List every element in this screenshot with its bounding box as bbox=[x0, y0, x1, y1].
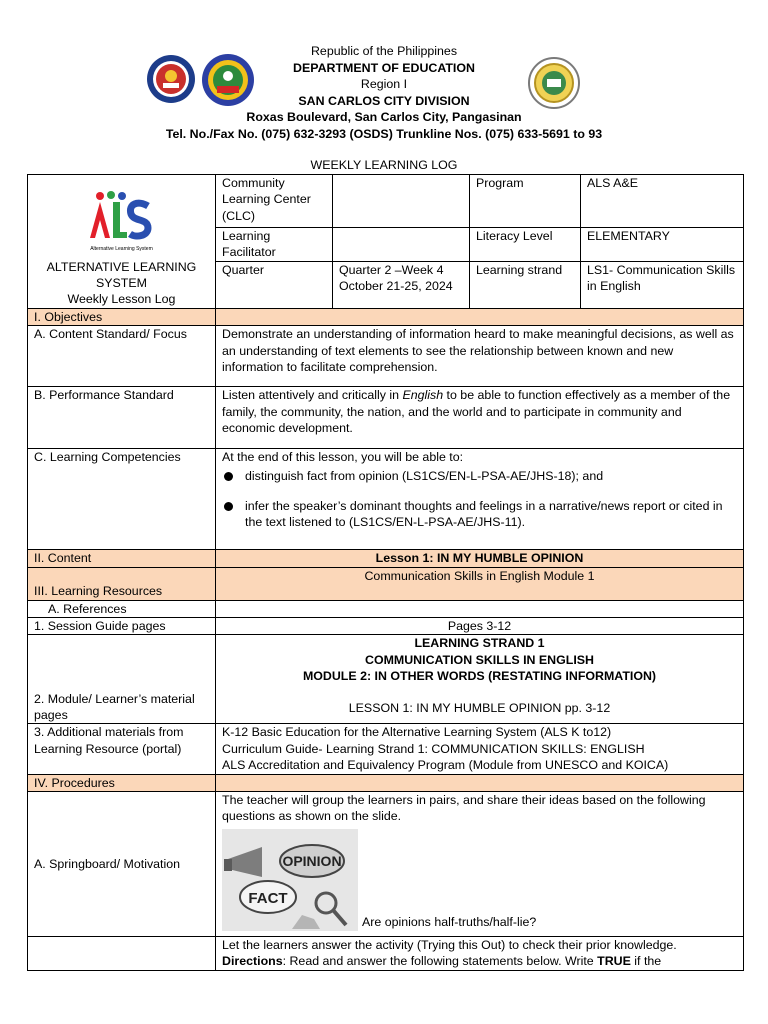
fact-opinion-image bbox=[222, 829, 358, 931]
bullet-icon bbox=[224, 472, 233, 481]
competency-item: infer the speaker’s dominant thoughts and feelings in a narrative/news report or cited in the text listened to (LS1CS/EN-L-PSA-AE/JHS-11). bbox=[222, 498, 737, 531]
address-text: Roxas Boulevard, San Carlos City, Pangasinan bbox=[246, 110, 522, 125]
module-cell: LEARNING STRAND 1 COMMUNICATION SKILLS IN ENGLISH MODULE 2: IN OTHER WORDS (RESTATING INFORMATION) LESSON 1: IN MY HUMBLE OPINION pp. 3-12 bbox=[216, 635, 744, 724]
competencies-label: C. Learning Competencies bbox=[28, 449, 216, 550]
quarter-week: Quarter 2 –Week 4 bbox=[339, 262, 444, 277]
tel-text: Tel. No./Fax No. (075) 632-3293 (OSDS) Trunkline Nos. (075) 633-5691 to 93 bbox=[165, 126, 603, 141]
additional-cell: K-12 Basic Education for the Alternative Learning System (ALS K to12) Curriculum Guide- Learning Strand 1: COMMUNICATION SKILLS: ENGLISH ALS Accreditation and Equivalency Program (Module from UNESCO and KOICA) bbox=[216, 724, 744, 774]
competency-item: distinguish fact from opinion (LS1CS/EN-L-PSA-AE/JHS-18); and bbox=[222, 468, 737, 484]
quarter-value bbox=[333, 261, 470, 308]
document-title: WEEKLY LEARNING LOG bbox=[310, 158, 458, 172]
session-guide-label: 1. Session Guide pages bbox=[28, 618, 216, 635]
program-label: Program bbox=[470, 175, 581, 228]
resources-module: Communication Skills in English Module 1 bbox=[216, 567, 744, 600]
clc-value bbox=[333, 175, 470, 228]
division-text: SAN CARLOS CITY DIVISION bbox=[298, 93, 470, 108]
weekly-learning-log-table bbox=[27, 174, 744, 971]
program-value: ALS A&E bbox=[581, 175, 744, 228]
references-label: A. References bbox=[28, 600, 216, 617]
question-text: Are opinions half-truths/half-lie? bbox=[362, 915, 537, 930]
facilitator-value bbox=[333, 228, 470, 262]
springboard-cell bbox=[216, 792, 744, 937]
clc-label: Community Learning Center (CLC) bbox=[216, 175, 333, 228]
strand-value: LS1- Communication Skills in English bbox=[581, 261, 744, 308]
springboard-text: The teacher will group the learners in pairs, and share their ideas based on the following questions as shown on the slide. bbox=[222, 793, 706, 824]
als-logo-icon bbox=[86, 190, 158, 246]
literacy-value: ELEMENTARY bbox=[581, 228, 744, 262]
performance-standard-label: B. Performance Standard bbox=[28, 387, 216, 449]
additional-label: 3. Additional materials from Learning Resource (portal) bbox=[28, 724, 216, 774]
fact-word: FACT bbox=[248, 889, 288, 907]
als-logo-cell bbox=[28, 175, 216, 309]
als-sub-text: Alternative Learning System bbox=[90, 245, 153, 252]
procedures-heading: IV. Procedures bbox=[28, 774, 216, 791]
content-standard-text: Demonstrate an understanding of information heard to make meaningful decisions, as well as an understanding of text elements to see the relationship between known and new information to facilitate comprehension. bbox=[216, 326, 744, 387]
als-subtitle: Weekly Lesson Log bbox=[67, 292, 176, 307]
content-heading: II. Content bbox=[28, 550, 216, 567]
directions-text: Directions: Read and answer the following statements below. Write TRUE if the bbox=[222, 954, 662, 969]
bullet-icon bbox=[224, 502, 233, 511]
facilitator-label: Learning Facilitator bbox=[216, 228, 333, 262]
quarter-dates: October 21-25, 2024 bbox=[339, 279, 453, 294]
competencies-intro: At the end of this lesson, you will be able to: bbox=[222, 450, 464, 465]
republic-text: Republic of the Philippines bbox=[310, 44, 458, 58]
springboard-label: A. Springboard/ Motivation bbox=[28, 792, 216, 937]
lesson-title: Lesson 1: IN MY HUMBLE OPINION bbox=[216, 550, 744, 567]
session-guide-value: Pages 3-12 bbox=[216, 618, 744, 635]
module-label: 2. Module/ Learner’s material pages bbox=[28, 635, 216, 724]
quarter-label: Quarter bbox=[216, 261, 333, 308]
department-text: DEPARTMENT OF EDUCATION bbox=[293, 60, 475, 75]
content-standard-label: A. Content Standard/ Focus bbox=[28, 326, 216, 387]
competencies-cell bbox=[216, 449, 744, 550]
performance-standard-text: Listen attentively and critically in English to be able to function effectively as a member of the family, the community, the nation, and the world and to participate in community and economic development. bbox=[216, 387, 744, 449]
strand-label: Learning strand bbox=[470, 261, 581, 308]
als-title: ALTERNATIVE LEARNING SYSTEM bbox=[46, 259, 197, 290]
activity-cell bbox=[216, 937, 744, 971]
activity-text: Let the learners answer the activity (Trying this Out) to check their prior knowledge. bbox=[222, 938, 677, 953]
opinion-word: OPINION bbox=[282, 852, 342, 869]
objectives-heading: I. Objectives bbox=[28, 308, 216, 325]
resources-heading: III. Learning Resources bbox=[28, 567, 216, 600]
literacy-label: Literacy Level bbox=[470, 228, 581, 262]
region-text: Region I bbox=[360, 77, 408, 92]
